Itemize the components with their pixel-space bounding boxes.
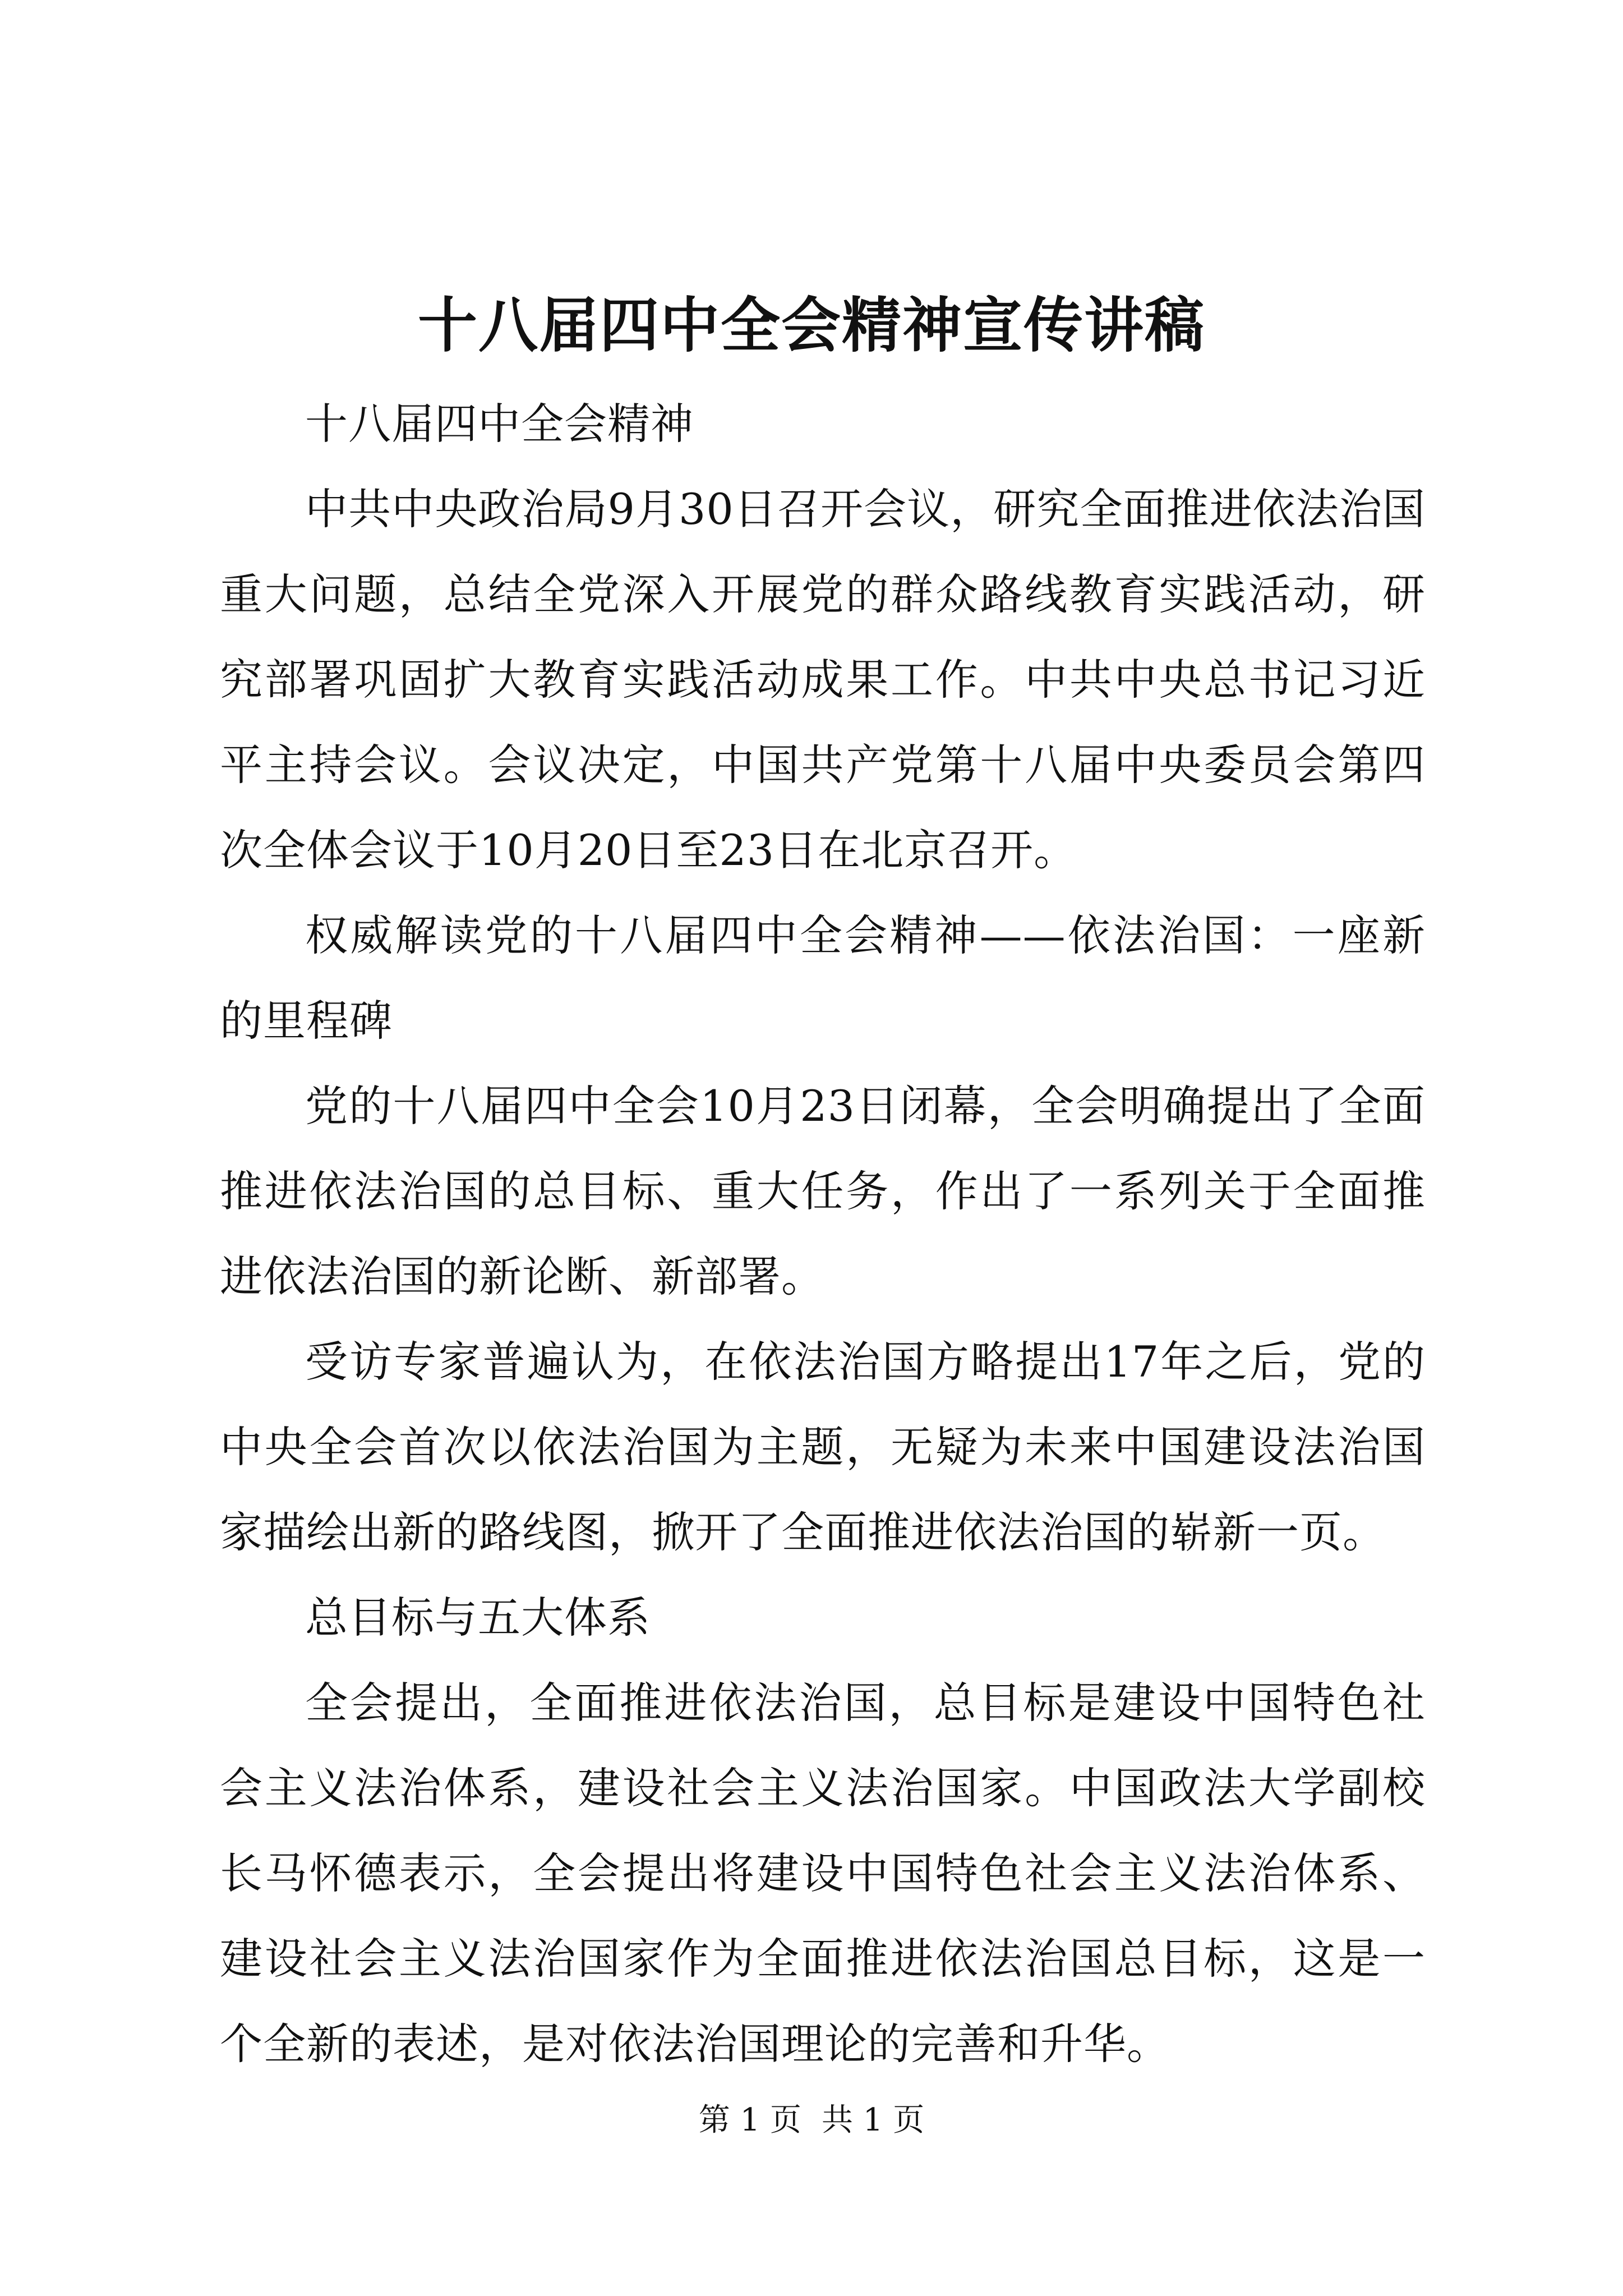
body-paragraph: 全会提出，全面推进依法治国，总目标是建设中国特色社会主义法治体系，建设社会主义法治国家。中国政法大学副校长马怀德表示，全会提出将建设中国特色社会主义法治体系、建设社会主义法治国家作为全面推进依法治国总目标，这是一个全新的表述，是对依法治国理论的完善和升华。 — [220, 1678, 1426, 2069]
body-paragraph: 受访专家普遍认为，在依法治国方略提出17年之后，党的中央全会首次以依法治国为主题，无疑为未来中国建设法治国家描绘出新的路线图，掀开了全面推进依法治国的崭新一页。 — [220, 1337, 1426, 1557]
page-footer — [0, 2098, 1623, 2143]
page-number: 第 1 页 — [698, 2102, 801, 2138]
document-title: 十八届四中全会精神宣传讲稿 — [418, 290, 1205, 360]
section-heading: 总目标与五大体系 — [305, 1593, 651, 1642]
body-paragraph: 中共中央政治局9月30日召开会议，研究全面推进依法治国重大问题，总结全党深入开展党的群众路线教育实践活动，研究部署巩固扩大教育实践活动成果工作。中共中央总书记习近平主持会议。会议决定，中国共产党第十八届中央委员会第四次全体会议于10月20日至23日在北京召开。 — [220, 484, 1426, 875]
page-total: 共 1 页 — [822, 2102, 925, 2138]
section-heading: 权威解读党的十八届四中全会精神——依法治国：一座新的里程碑 — [220, 910, 1426, 1046]
section-heading: 十八届四中全会精神 — [305, 399, 694, 449]
body-paragraph: 党的十八届四中全会10月23日闭幕，全会明确提出了全面推进依法治国的总目标、重大任务，作出了一系列关于全面推进依法治国的新论断、新部署。 — [220, 1081, 1426, 1301]
document-body — [220, 381, 1426, 2087]
